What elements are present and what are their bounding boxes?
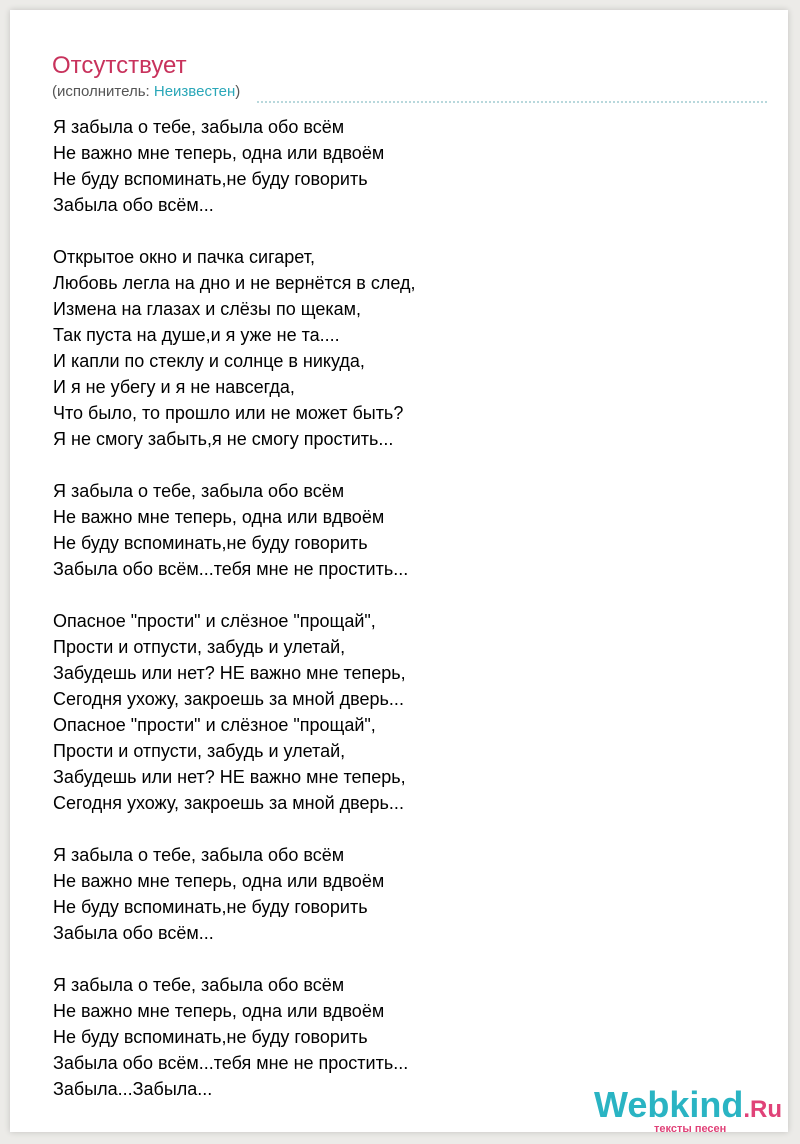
- site-logo[interactable]: [594, 1084, 783, 1135]
- lyric-line: Я забыла о тебе, забыла обо всём: [53, 975, 345, 995]
- logo-name: Webkind: [594, 1084, 744, 1125]
- lyric-line: Я забыла о тебе, забыла обо всём: [53, 117, 345, 137]
- lyric-line: Сегодня ухожу, закроешь за мной дверь...: [53, 793, 404, 813]
- lyric-line: И капли по стеклу и солнце в никуда,: [53, 351, 365, 371]
- lyrics-body: [53, 114, 416, 1102]
- lyric-line: Прости и отпусти, забудь и улетай,: [53, 741, 346, 761]
- lyric-line: Не буду вспоминать,не буду говорить: [53, 897, 368, 917]
- lyric-line: Я забыла о тебе, забыла обо всём: [53, 845, 345, 865]
- lyric-line: Так пуста на душе,и я уже не та....: [53, 325, 340, 345]
- lyric-line: Сегодня ухожу, закроешь за мной дверь...: [53, 689, 404, 709]
- stanza-gap: [53, 946, 416, 972]
- lyric-line: Забыла обо всём...тебя мне не простить...: [53, 559, 409, 579]
- logo-tld: .Ru: [743, 1096, 783, 1123]
- lyric-line: Забыла обо всём...: [53, 923, 214, 943]
- lyrics-sheet: [10, 10, 788, 1135]
- lyric-line: Забыла обо всём...: [53, 195, 214, 215]
- stanza-gap: [53, 816, 416, 842]
- lyric-line: Не важно мне теперь, одна или вдвоём: [53, 143, 385, 163]
- artist-suffix: ): [235, 83, 241, 100]
- lyric-line: Я забыла о тебе, забыла обо всём: [53, 481, 345, 501]
- lyric-line: Не буду вспоминать,не буду говорить: [53, 533, 368, 553]
- lyric-line: Забудешь или нет? НЕ важно мне теперь,: [53, 767, 406, 787]
- stanza-gap: [53, 218, 416, 244]
- lyric-line: Забыла...Забыла...: [53, 1079, 213, 1099]
- logo-tagline: тексты песен: [654, 1123, 727, 1135]
- lyric-line: Что было, то прошло или не может быть?: [53, 403, 404, 423]
- title-divider: [257, 101, 767, 103]
- lyric-line: Прости и отпусти, забудь и улетай,: [53, 637, 346, 657]
- artist-line: [52, 83, 240, 101]
- lyric-line: И я не убегу и я не навсегда,: [53, 377, 295, 397]
- artist-prefix: (исполнитель:: [52, 83, 154, 100]
- lyric-line: Опасное "прости" и слёзное "прощай",: [53, 611, 376, 631]
- stanza-gap: [53, 582, 416, 608]
- lyric-line: Забыла обо всём...тебя мне не простить...: [53, 1053, 409, 1073]
- lyric-line: Не буду вспоминать,не буду говорить: [53, 1027, 368, 1047]
- lyric-line: Открытое окно и пачка сигарет,: [53, 247, 315, 267]
- lyric-line: Не буду вспоминать,не буду говорить: [53, 169, 368, 189]
- lyric-line: Опасное "прости" и слёзное "прощай",: [53, 715, 376, 735]
- lyric-line: Измена на глазах и слёзы по щекам,: [53, 299, 362, 319]
- song-title: Отсутствует: [52, 52, 187, 79]
- lyric-line: Забудешь или нет? НЕ важно мне теперь,: [53, 663, 406, 683]
- lyric-line: Я не смогу забыть,я не смогу простить...: [53, 429, 394, 449]
- lyric-line: Не важно мне теперь, одна или вдвоём: [53, 871, 385, 891]
- lyric-line: Любовь легла на дно и не вернётся в след,: [53, 273, 416, 293]
- lyric-line: Не важно мне теперь, одна или вдвоём: [53, 507, 385, 527]
- lyric-line: Не важно мне теперь, одна или вдвоём: [53, 1001, 385, 1021]
- stanza-gap: [53, 452, 416, 478]
- artist-link[interactable]: Неизвестен: [153, 83, 236, 100]
